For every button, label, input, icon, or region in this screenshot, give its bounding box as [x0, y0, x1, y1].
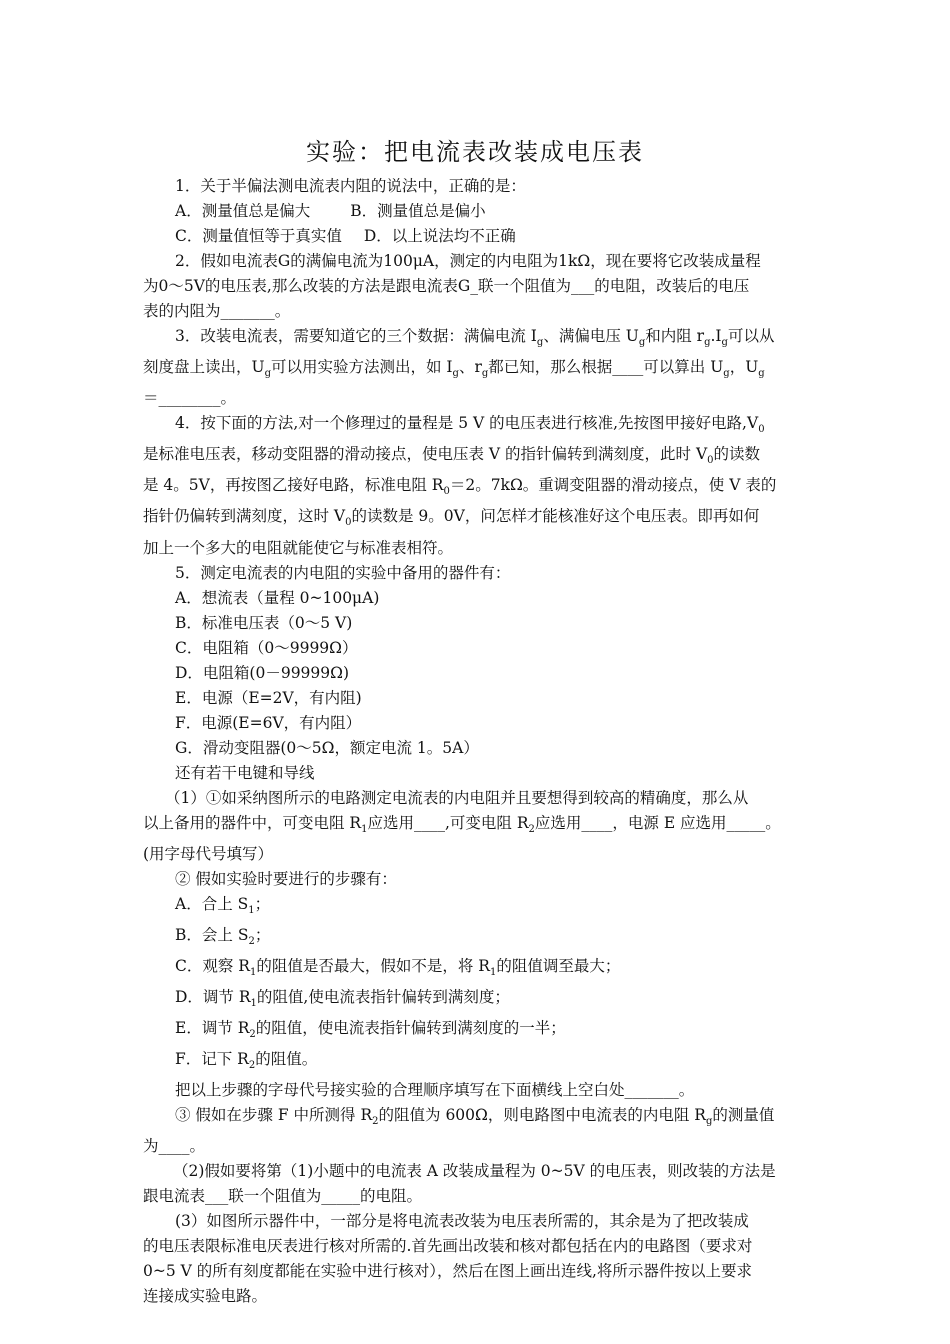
subscript: 1 [361, 823, 368, 835]
subscript: 1 [250, 998, 257, 1010]
q1-option-d: D．以上说法均不正确 [363, 227, 516, 245]
q2-line-1: 2．假如电流表G的满偏电流为100μA，测定的内电阻为1kΩ，现在要将它改装成量程 [175, 252, 761, 270]
q4-text: 的读数是 9。0V，问怎样才能核准好这个电压表。即再如何 [351, 507, 760, 526]
subscript: g [705, 1116, 713, 1128]
q1-options-cd [143, 224, 808, 249]
subscript: g [481, 368, 489, 380]
q2-line-2: 为0～5V的电压表,那么改装的方法是跟电流表G_联一个阻值为___的电阻，改装后的电压 [143, 277, 750, 295]
q5-text: ③ 假如在步骤 F 中所测得 R [175, 1106, 373, 1125]
subscript: g [758, 368, 765, 380]
q5-step-a [143, 892, 808, 923]
q1-option-b: B．测量值总是偏小 [350, 202, 486, 220]
q3-text: .I [710, 327, 722, 345]
q5-text: 应选用____，电源 E 应选用_____。 [534, 813, 781, 832]
q5-steps-stem: ② 假如实验时要进行的步骤有： [175, 869, 397, 888]
q3-text: 、r [458, 358, 482, 377]
q5-option-c: C．电阻箱（0～9999Ω） [175, 638, 358, 657]
q5-text: 的阻值是否最大，假如不是，将 R [256, 956, 490, 975]
q3-text: ，U [729, 358, 759, 377]
q5-text: 的阻值,使电流表指针偏转到满刻度； [256, 987, 510, 1006]
q4-text: 的读数 [713, 445, 761, 464]
subscript: g [721, 337, 728, 349]
q3-text: 和内阻 r [645, 327, 705, 345]
q5-option-f: F．电源(E=6V，有内阻） [175, 713, 362, 732]
q5-text: F．记下 R [175, 1050, 249, 1069]
subscript: g [536, 337, 544, 349]
q4-text: ＝2。7kΩ。重调变阻器的滑动接点，使 V 表的 [449, 476, 777, 495]
subscript: 0 [758, 424, 765, 436]
q4-text: 指针仍偏转到满刻度，这时 V [143, 507, 346, 526]
q3-text: 都已知，那么根据____可以算出 U [488, 358, 724, 377]
document-body [143, 174, 808, 1309]
q5-step-e [143, 1016, 808, 1047]
q4-text: 是标准电压表，移动变阻器的滑动接点，使电压表 V 的指针偏转到满刻度，此时 V [143, 445, 708, 464]
q5-text: D．调节 R [175, 987, 251, 1006]
q5-order: 把以上步骤的字母代号接实验的合理顺序填写在下面横线上空白处_______。 [175, 1081, 695, 1100]
q1-options-ab [143, 199, 808, 224]
subscript: g [704, 337, 711, 349]
q1-option-c: C．测量值恒等于真实值 [175, 227, 342, 245]
subscript: 2 [528, 823, 535, 835]
q5-text: C．观察 R [175, 956, 250, 975]
q5-part2-line-1: （2)假如要将第（1)小题中的电流表 A 改装成量程为 0~5V 的电压表，则改装的方法是 [173, 1162, 776, 1181]
q5-option-a: A．想流表（量程 0~100μA) [175, 588, 380, 607]
subscript: 0 [707, 455, 714, 467]
q5-text: 的测量值 [712, 1106, 775, 1125]
q5-option-e: E．电源（E=2V，有内阻) [175, 688, 362, 707]
q3-text: 、满偏电压 U [543, 327, 639, 345]
q4-line-3 [143, 473, 808, 504]
q5-text: 的阻值，使电流表指针偏转到满刻度的一半； [255, 1019, 566, 1038]
q5-part3b-line-2: 的电压表限标准电厌表进行核对所需的.首先画出改装和核对都包括在内的电路图（要求对 [143, 1237, 753, 1256]
q5-part3-line-1 [143, 1103, 808, 1134]
q1-option-a: A．测量值总是偏大 [175, 202, 311, 220]
q3-text: 可以用实验方法测出，如 I [270, 358, 453, 377]
subscript: 1 [249, 966, 257, 978]
q4-line-4 [143, 504, 808, 535]
q5-part2-line-2: 跟电流表___联一个阻值为_____的电阻。 [143, 1187, 423, 1206]
q5-part1-line-2 [143, 811, 808, 842]
q5-extra: 还有若干电键和导线 [175, 763, 315, 782]
subscript: g [723, 368, 730, 380]
q5-text: 以上备用的器件中，可变电阻 R [143, 813, 362, 832]
q5-text: ； [254, 925, 271, 944]
q5-step-b [143, 923, 808, 954]
q3-line-2 [143, 355, 808, 386]
subscript: 2 [248, 935, 255, 947]
q5-part3b-line-1: (3）如图所示器件中，一部分是将电流表改装为电压表所需的，其余是为了把改装成 [175, 1212, 749, 1231]
subscript: 1 [248, 904, 255, 916]
subscript: 1 [489, 966, 497, 978]
q5-part3b-line-4: 连接成实验电路。 [143, 1287, 268, 1306]
q5-option-d: D．电阻箱(0－99999Ω) [175, 663, 350, 682]
q4-text: 4．按下面的方法,对一个修理过的量程是 5 V 的电压表进行核准,先按图甲接好电路,V [175, 414, 759, 433]
q3-text: 刻度盘上读出，U [143, 358, 265, 377]
q5-part3b-line-3: 0~5 V 的所有刻度都能在实验中进行核对），然后在图上画出连线,将所示器件按以上要求 [143, 1262, 752, 1281]
subscript: g [452, 368, 459, 380]
q5-option-g: G．滑动变阻器(0～5Ω，额定电流 1。5A） [175, 738, 479, 757]
q5-text: 应选用____,可变电阻 R [367, 813, 529, 832]
q5-text: 的阻值为 600Ω，则电路图中电流表的内电阻 R [378, 1106, 706, 1125]
page-title: 实验：把电流表改装成电压表 [306, 138, 644, 166]
q4-line-5: 加上一个多大的电阻就能使它与标准表相符。 [143, 538, 454, 557]
q4-line-2 [143, 442, 808, 473]
q5-text: 的阻值调至最大； [496, 956, 621, 975]
q5-text: ； [254, 894, 271, 913]
subscript: 0 [443, 486, 450, 498]
q5-step-f [143, 1047, 808, 1078]
q5-text: 的阻值。 [255, 1050, 318, 1069]
q4-line-1 [143, 411, 808, 442]
q1-stem: 1．关于半偏法测电流表内阻的说法中，正确的是： [175, 177, 526, 195]
q5-stem: 5．测定电流表的内电阻的实验中备用的器件有： [175, 563, 511, 582]
q5-part3-line-2: 为____。 [143, 1137, 206, 1156]
q3-line-1 [143, 324, 808, 355]
subscript: 2 [249, 1029, 256, 1041]
subscript: 0 [345, 517, 352, 529]
q3-text: 3．改装电流表，需要知道它的三个数据：满偏电流 I [175, 327, 537, 345]
q5-text: B．会上 S [175, 925, 249, 944]
q4-text: 是 4。5V，再按图乙接好电路，标准电阻 R [143, 476, 444, 495]
subscript: 2 [372, 1116, 379, 1128]
subscript: 2 [248, 1060, 256, 1072]
q5-text: E．调节 R [175, 1019, 250, 1038]
q5-text: A．合上 S [175, 894, 249, 913]
q5-step-c [143, 954, 808, 985]
q5-option-b: B．标准电压表（0～5 V) [175, 613, 353, 632]
q3-line-3: ＝________。 [143, 389, 237, 408]
q3-text: 可以从 [727, 327, 775, 345]
q5-part1-line-3: (用字母代号填写） [143, 844, 274, 863]
q5-step-d [143, 985, 808, 1016]
subscript: g [264, 368, 271, 380]
q2-line-3: 表的内阻为_______。 [143, 302, 291, 320]
q5-part1-line-1: （1）①如采纳图所示的电路测定电流表的内电阻并且要想得到较高的精确度，那么从 [165, 788, 749, 807]
subscript: g [638, 337, 646, 349]
